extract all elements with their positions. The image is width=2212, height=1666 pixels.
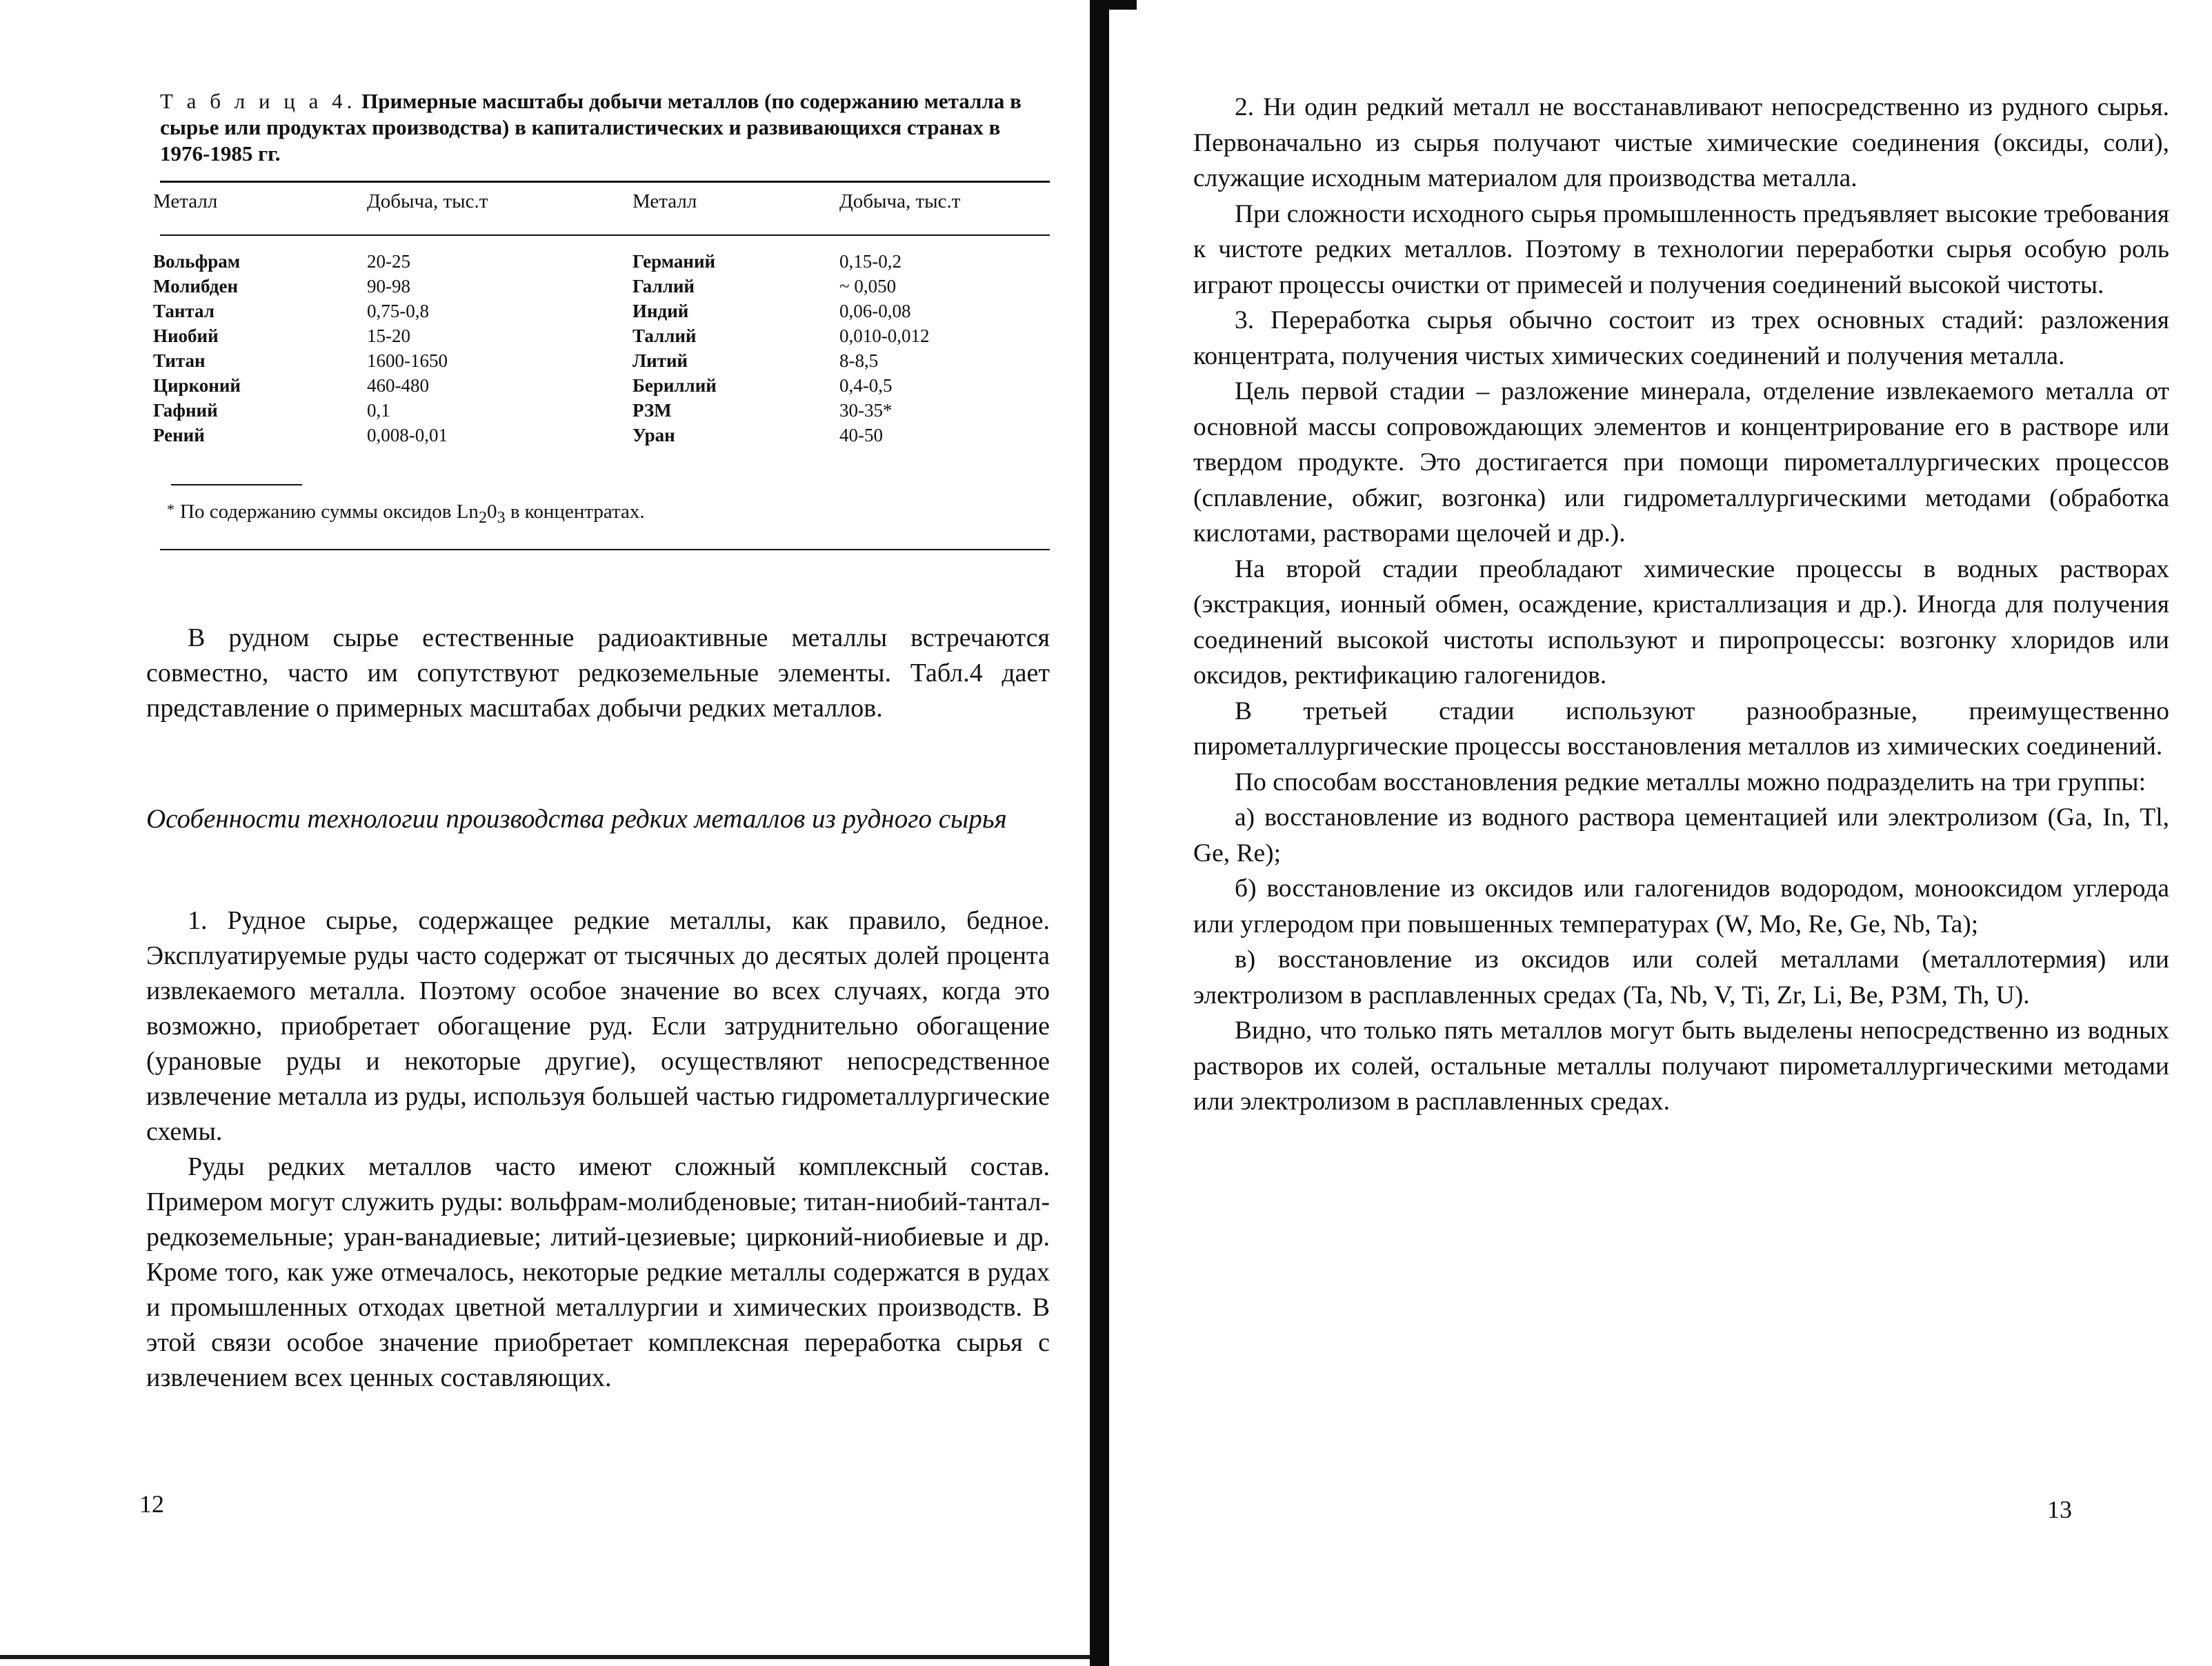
paragraph: По способам восстановления редкие металлы можно подразделить на три группы: [1235,767,2146,796]
section-title: Особенности технологии производства редких металлов из рудного сырья [146,804,1007,834]
metal-production-table [153,185,1050,448]
metal-name: Литий [632,350,688,371]
footnote-subscript: 2 [478,508,488,527]
table-row [153,398,1050,423]
metal-name: Уран [632,425,675,445]
table-caption [160,88,1050,167]
metal-name: Тантал [153,301,215,321]
metal-output: 0,06-0,08 [839,301,911,321]
metal-output: 0,010-0,012 [839,325,930,346]
metal-output: 0,008-0,01 [367,425,448,445]
metal-output: 1600-1650 [367,350,448,371]
paragraph: 1. Рудное сырье, содержащее редкие металлы, как правило, бедное. Эксплуатируемые руды часто содержат от тысячных до десятых долей процента извлекаемого металла. Поэтому особое значение во всех случаях, когда это возможно, приобретает обогащение руд. Если затруднительно обогащение (урановые руды и некоторые другие), осуществляют непосредственное извлечение металла из руды, используя большей частью гидрометаллургические схемы. [146,906,1050,1146]
paragraph: в) восстановление из оксидов или солей металлами (металлотермия) или электролизом в расплавленных средах (Ta, Nb, V, Ti, Zr, Li, Be, РЗМ, Th, U). [1193,945,2169,1010]
table-row [153,274,1050,299]
metal-name: Цирконий [153,375,241,396]
metal-output: 0,1 [367,400,390,421]
left-page [0,0,1090,1666]
metal-output: 460-480 [367,375,429,396]
footnote-separator [171,484,302,485]
metal-output: 40-50 [839,425,883,445]
metal-output: 0,15-0,2 [839,251,901,272]
paragraph: На второй стадии преобладают химические процессы в водных растворах (экстракция, ионный обмен, осаждение, кристаллизация и др.). Иногда для получения соединений высокой чистоты используют и пиропроцессы: возгонку хлоридов или оксидов, ректификацию галогенидов. [1193,554,2169,690]
page-number-left: 12 [139,1490,164,1518]
metal-output: 15-20 [367,325,410,346]
left-body-text [146,903,1050,1396]
table-footnote [167,501,645,528]
intro-paragraph-block [146,621,1050,726]
metal-output: 0,75-0,8 [367,301,429,321]
metal-output: 90-98 [367,276,410,297]
table-top-rule [160,181,1050,183]
metal-name: Галлий [632,276,695,297]
table-row [153,373,1050,398]
header-metal-1: Металл [153,190,218,212]
metal-name: Вольфрам [153,251,241,272]
table-row [153,224,1050,274]
paragraph: Руды редких металлов часто имеют сложный комплексный состав. Примером могут служить руды: вольфрам-молибденовые; титан-ниобий-тантал-редкоземельные; уран-ванадиевые; литий-цезиевые; цирконий-ниобиевые и др. Кроме того, как уже отмечалось, некоторые редкие металлы содержатся в рудах и промышленных отходах цветной металлургии и химических производств. В этой связи особое значение приобретает комплексная переработка сырья с извлечением всех ценных составляющих. [146,1152,1050,1392]
table-row [153,323,1050,348]
metal-output: 30-35* [839,400,893,421]
paragraph: В третьей стадии используют разнообразные, преимущественно пирометаллургические процессы восстановления металлов из химических соединений. [1193,696,2169,761]
footnote-marker: * [167,501,175,518]
intro-paragraph: В рудном сырье естественные радиоактивные металлы встречаются совместно, часто им сопутствуют редкоземельные элементы. Табл.4 дает представление о примерных масштабах добычи редких металлов. [146,623,1050,723]
table-bottom-rule [160,549,1050,550]
metal-output: 8-8,5 [839,350,879,371]
page-number-right: 13 [2047,1496,2072,1523]
header-output-1: Добыча, тыс.т [367,190,488,212]
metal-name: Таллий [632,325,697,346]
table-label: Т а б л и ц а 4. [160,89,357,113]
header-metal-2: Металл [632,190,697,212]
table-row [153,299,1050,323]
metal-output: ~ 0,050 [839,276,897,297]
metal-output: 20-25 [367,251,410,272]
metal-name: Индий [632,301,689,321]
metal-name: Титан [153,350,206,371]
right-page [1104,0,2212,1666]
footnote-subscript: 3 [497,508,506,527]
metal-output: 0,4-0,5 [839,375,893,396]
paragraph: 3. Переработка сырья обычно состоит из трех основных стадий: разложения концентрата, получения чистых химических соединений и получения металла. [1193,306,2169,370]
header-output-2: Добыча, тыс.т [839,190,961,212]
table-row [153,348,1050,373]
metal-name: Бериллий [632,375,717,396]
right-body-text [1193,90,2169,1120]
paragraph: б) восстановление из оксидов или галогенидов водородом, монооксидом углерода или углеродом при повышенных температурах (W, Mo, Re, Ge, Nb, Ta); [1193,874,2169,939]
paragraph: 2. Ни один редкий металл не восстанавливают непосредственно из рудного сырья. Первоначально из сырья получают чистые химические соединения (оксиды, соли), служащие исходным материалом для производства металла. [1193,93,2169,192]
metal-name: Германий [632,251,716,272]
metal-name: РЗМ [632,400,672,421]
metal-name: Рений [153,425,205,445]
footnote-oxide-char: 0 [487,501,497,523]
table-header-row [153,185,1050,224]
metal-name: Ниобий [153,325,219,346]
metal-name: Гафний [153,400,218,421]
table-title: Примерные масштабы добычи металлов (по содержанию металла в сырье или продуктах производства) в капиталистических и развивающихся странах в 1976-1985 гг. [160,89,1022,165]
metal-name: Молибден [153,276,239,297]
paragraph: Видно, что только пять металлов могут быть выделены непосредственно из водных растворов их солей, остальные металлы получают пирометаллургическими методами или электролизом в расплавленных средах. [1193,1016,2169,1116]
footnote-text: По содержанию суммы оксидов Ln [180,501,479,523]
table-row [153,423,1050,448]
footnote-text-end: в концентратах. [505,501,645,523]
paragraph: Цель первой стадии – разложение минерала, отделение извлекаемого металла от основной массы сопровождающих элементов и концентрирование его в растворе или твердом продукте. Это достигается при помощи пирометаллургических процессов (сплавление, обжиг, возгонка) или гидрометаллургическими методами (обработка кислотами, растворами щелочей и др.). [1193,377,2169,548]
paragraph: При сложности исходного сырья промышленность предъявляет высокие требования к чистоте редких металлов. Поэтому в технологии переработки сырья особую роль играют процессы очистки от примесей и получения соединений высокой чистоты. [1193,199,2169,299]
paragraph: а) восстановление из водного раствора цементацией или электролизом (Ga, In, Tl, Ge, Re); [1193,803,2169,867]
